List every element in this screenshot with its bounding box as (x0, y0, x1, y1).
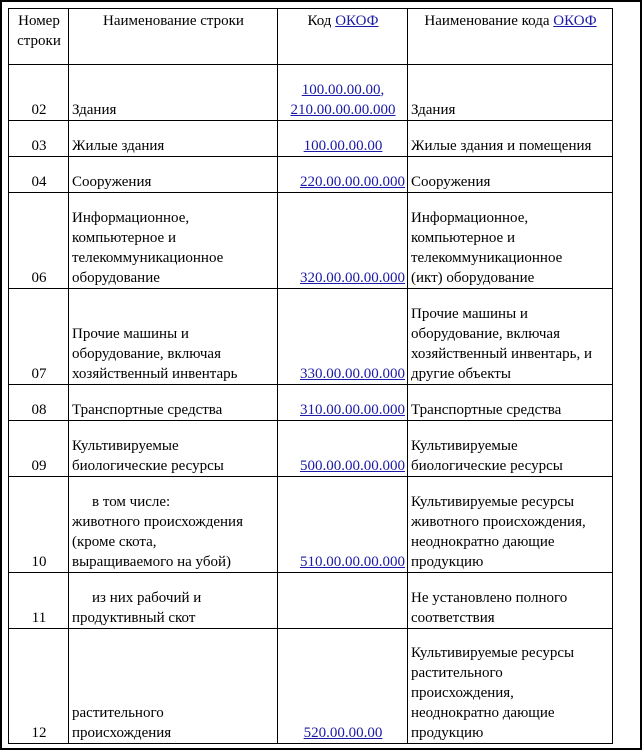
okof-link[interactable]: ОКОФ (335, 13, 379, 29)
okof-code-name-line: биологические ресурсы (411, 458, 563, 474)
okof-link[interactable]: ОКОФ (553, 13, 597, 29)
row-name-line: животного происхождения (72, 514, 243, 530)
okof-code-line (281, 100, 405, 120)
table-row (9, 421, 613, 477)
okof-code-cell (278, 157, 408, 193)
okof-code-cell (278, 289, 408, 385)
okof-code-name-line: (икт) оборудование (411, 270, 535, 286)
row-name-line: продуктивный скот (72, 610, 196, 626)
okof-code-name-line: Здания (411, 102, 456, 118)
okof-code-name (408, 573, 613, 629)
row-number: 06 (9, 193, 69, 289)
header-row-name: Наименование строки (69, 9, 278, 65)
okof-code-link[interactable]: 210.00.00.00.000 (290, 102, 396, 118)
row-name-line: хозяйственный инвентарь (72, 366, 238, 382)
row-name (69, 193, 278, 289)
row-name-line: телекоммуникационное (72, 250, 224, 266)
row-name-line: оборудование, включая (72, 346, 221, 362)
okof-code-name-line: Транспортные средства (411, 402, 562, 418)
row-name-line: биологические ресурсы (72, 458, 224, 474)
row-name (69, 573, 278, 629)
okof-code-name-line: другие объекты (411, 366, 511, 382)
row-name (69, 421, 278, 477)
okof-code-name-line: животного происхождения, (411, 514, 586, 530)
okof-code-name-line: Культивируемые ресурсы (411, 494, 575, 510)
okof-code-name-line: телекоммуникационное (411, 250, 563, 266)
table-row (9, 385, 613, 421)
okof-code-link[interactable]: 310.00.00.00.000 (300, 402, 405, 418)
okof-code-name-line: хозяйственный инвентарь, и (411, 346, 593, 362)
table-row (9, 121, 613, 157)
okof-code-name-line: Культивируемые ресурсы (411, 645, 575, 661)
row-name-line: Здания (72, 102, 117, 118)
row-name (69, 121, 278, 157)
row-name-line: Сооружения (72, 174, 152, 190)
row-name (69, 289, 278, 385)
okof-code-name (408, 477, 613, 573)
row-name-line: Информационное, (72, 210, 190, 226)
okof-code-link[interactable]: 100.00.00.00 (301, 82, 381, 98)
okof-code-link[interactable]: 220.00.00.00.000 (300, 174, 405, 190)
okof-code-line (281, 172, 405, 192)
okof-code-name (408, 421, 613, 477)
okof-code-name (408, 121, 613, 157)
header-code-label: Код (307, 13, 332, 29)
okof-code-name-line: неоднократно дающие (411, 534, 555, 550)
okof-code-name-line: Жилые здания и помещения (411, 138, 592, 154)
row-name-line: из них рабочий и (92, 590, 202, 606)
table-row (9, 629, 613, 744)
okof-code-name (408, 193, 613, 289)
row-name-line: в том числе: (92, 494, 171, 510)
table-row (9, 65, 613, 121)
okof-code-name-line: компьютерное и (411, 230, 515, 246)
okof-code-name (408, 385, 613, 421)
okof-code-name-line: происхождения, (411, 685, 514, 701)
row-name-line: происхождения (72, 725, 172, 741)
okof-code-link[interactable]: 320.00.00.00.000 (300, 270, 405, 286)
row-name (69, 65, 278, 121)
okof-code-line (281, 456, 405, 476)
table-row (9, 573, 613, 629)
table-row (9, 289, 613, 385)
okof-code-cell (278, 629, 408, 744)
okof-code-name-line: Не установлено полного (411, 590, 568, 606)
row-number: 03 (9, 121, 69, 157)
okof-code-name-line: соответствия (411, 610, 495, 626)
okof-code-link[interactable]: 100.00.00.00 (303, 138, 383, 154)
okof-code-link[interactable]: 510.00.00.00.000 (300, 554, 405, 570)
row-name-line: (кроме скота, (72, 534, 157, 550)
okof-code-line (281, 364, 405, 384)
okof-code-cell (278, 477, 408, 573)
row-name (69, 157, 278, 193)
okof-code-cell (278, 421, 408, 477)
okof-code-name-line: Сооружения (411, 174, 491, 190)
row-name-line: растительного (72, 705, 164, 721)
row-number: 11 (9, 573, 69, 629)
okof-code-name-line: продукцию (411, 554, 484, 570)
okof-code-line (281, 268, 405, 288)
okof-code-link[interactable]: 500.00.00.00.000 (300, 458, 405, 474)
header-code-name-label: Наименование кода (424, 13, 550, 29)
row-number: 04 (9, 157, 69, 193)
okof-code-name-line: Культивируемые (411, 438, 518, 454)
row-name-line: Транспортные средства (72, 402, 223, 418)
okof-code-name-line: продукцию (411, 725, 484, 741)
row-name (69, 385, 278, 421)
okof-code-cell (278, 193, 408, 289)
row-number: 08 (9, 385, 69, 421)
row-name-line: оборудование (72, 270, 160, 286)
okof-code-link[interactable]: 330.00.00.00.000 (300, 366, 405, 382)
row-name-line: Жилые здания (72, 138, 165, 154)
okof-code-line (281, 80, 405, 100)
okof-code-cell (278, 573, 408, 629)
header-number-line: Номер (18, 13, 60, 29)
row-name (69, 629, 278, 744)
okof-code-name-line: Прочие машины и (411, 306, 528, 322)
table-row (9, 157, 613, 193)
header-okof-code-name (408, 9, 613, 65)
row-name-line: выращиваемого на убой) (72, 554, 232, 570)
okof-code-cell (278, 385, 408, 421)
okof-code-link[interactable]: 520.00.00.00 (303, 725, 383, 741)
table-body (9, 65, 613, 744)
row-name-line: компьютерное и (72, 230, 176, 246)
okof-code-cell (278, 121, 408, 157)
header-okof-code (278, 9, 408, 65)
okof-code-line (281, 400, 405, 420)
okof-code-name (408, 629, 613, 744)
header-row (9, 9, 613, 65)
header-number-line: строки (17, 33, 61, 49)
code-separator: , (380, 82, 385, 98)
row-name (69, 477, 278, 573)
okof-code-name-line: Информационное, (411, 210, 529, 226)
okof-code-name (408, 289, 613, 385)
okof-code-name-line: растительного (411, 665, 503, 681)
okof-code-line (281, 552, 405, 572)
row-name-line: Прочие машины и (72, 326, 189, 342)
row-number: 07 (9, 289, 69, 385)
okof-code-name (408, 157, 613, 193)
okof-code-line (281, 136, 405, 156)
header-row-number (9, 9, 69, 65)
row-number: 10 (9, 477, 69, 573)
okof-code-name (408, 65, 613, 121)
row-number: 02 (9, 65, 69, 121)
row-name-line: Культивируемые (72, 438, 179, 454)
table-row (9, 193, 613, 289)
okof-code-name-line: неоднократно дающие (411, 705, 555, 721)
row-number: 12 (9, 629, 69, 744)
okof-code-name-line: оборудование, включая (411, 326, 560, 342)
row-number: 09 (9, 421, 69, 477)
okof-code-line (281, 723, 405, 743)
okof-mapping-table (8, 8, 613, 744)
okof-code-cell (278, 65, 408, 121)
table-row (9, 477, 613, 573)
